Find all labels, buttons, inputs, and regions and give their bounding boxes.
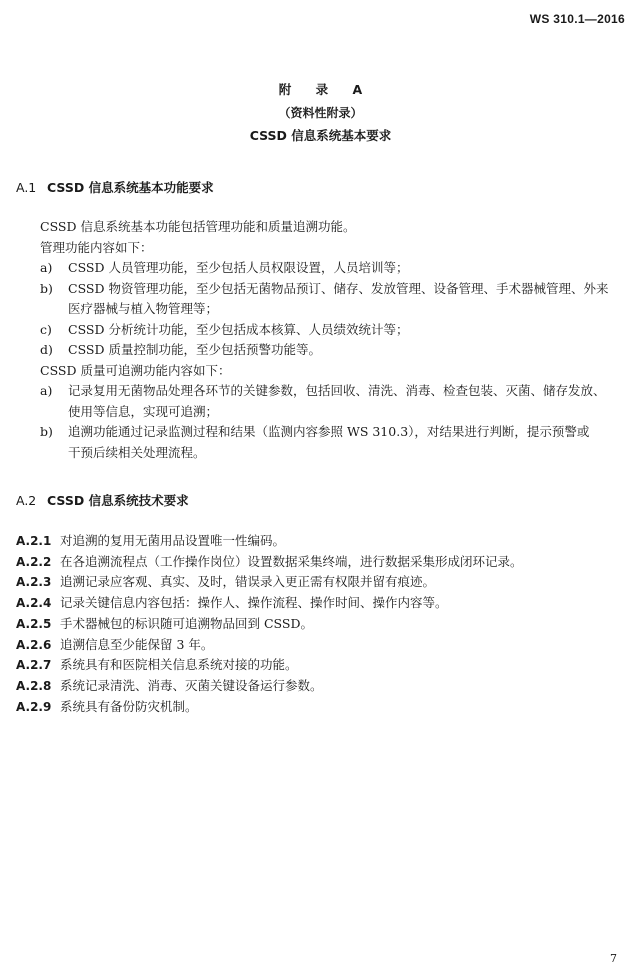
clause: [16, 635, 626, 656]
clause: [16, 676, 626, 697]
clause: [16, 531, 626, 552]
clause-text: 在各追溯流程点（工作操作岗位）设置数据采集终端，进行数据采集形成闭环记录。: [60, 553, 523, 569]
clause-text: 系统记录清洗、消毒、灭菌关键设备运行参数。: [60, 677, 323, 693]
list-item: [40, 279, 630, 320]
clause: [16, 614, 626, 635]
section-a1-heading: [16, 178, 214, 196]
list-item: [40, 381, 630, 422]
list-marker: b): [40, 280, 53, 296]
management-lead: 管理功能内容如下：: [40, 239, 153, 255]
standard-code: WS 310.1—2016: [529, 12, 625, 26]
list-item-text: 干预后续相关处理流程。: [68, 444, 206, 460]
section-a1-body: [40, 217, 630, 463]
list-marker: a): [40, 383, 53, 398]
list-item: [40, 422, 630, 463]
appendix-nature: （资料性附录）: [278, 106, 363, 120]
clause-number: A.2.9: [16, 699, 52, 714]
clause: [16, 593, 626, 614]
clause-text: 对追溯的复用无菌用品设置唯一性编码。: [60, 533, 286, 548]
clause: [16, 697, 626, 718]
clause-number: A.2.7: [16, 658, 52, 673]
list-marker: b): [40, 424, 53, 439]
section-a2-title: CSSD 信息系统技术要求: [47, 493, 189, 508]
list-item-text: CSSD 质量控制功能，至少包括预警功能等。: [68, 342, 321, 357]
clause: [16, 572, 626, 593]
section-a2-clauses: [16, 531, 626, 717]
clause-number: A.2.6: [16, 637, 52, 652]
clause-number: A.2.2: [16, 554, 52, 569]
clause-number: A.2.5: [16, 616, 52, 631]
clause-number: A.2.4: [16, 596, 52, 611]
clause: [16, 655, 626, 676]
list-item-text: CSSD 物资管理功能，至少包括无菌物品预订、储存、发放管理、设备管理、手术器械管理、外来: [68, 280, 609, 296]
clause-text: 追溯记录应客观、真实、及时，错误录入更正需有权限并留有痕迹。: [60, 574, 436, 590]
section-a2-number: A.2: [16, 493, 37, 508]
clause-text: 手术器械包的标识随可追溯物品回到 CSSD。: [60, 615, 313, 631]
section-a1-title: CSSD 信息系统基本功能要求: [47, 180, 214, 195]
appendix-title: CSSD 信息系统基本要求: [249, 128, 392, 143]
clause: [16, 552, 626, 573]
list-item-text: CSSD 人员管理功能，至少包括人员权限设置，人员培训等；: [68, 260, 409, 275]
clause-number: A.2.3: [16, 575, 52, 590]
appendix-heading: [0, 80, 641, 146]
list-item-text: 追溯功能通过记录监测过程和结果（监测内容参照 WS 310.3），对结果进行判断，提示预警或: [68, 424, 590, 439]
list-marker: a): [40, 260, 53, 275]
clause-text: 系统具有和医院相关信息系统对接的功能。: [60, 657, 298, 673]
clause-number: A.2.1: [16, 534, 52, 548]
list-item-text: CSSD 分析统计功能，至少包括成本核算、人员绩效统计等；: [68, 321, 409, 337]
list-marker: c): [40, 321, 52, 337]
clause-number: A.2.8: [16, 678, 52, 693]
section-a2-heading: [16, 491, 189, 509]
clause-text: 记录关键信息内容包括：操作人、操作流程、操作时间、操作内容等。: [60, 595, 448, 611]
page-number: 7: [610, 952, 617, 965]
clause-text: 系统具有备份防灾机制。: [60, 698, 198, 714]
appendix-label: 附 录 A: [278, 82, 373, 97]
intro-paragraph: CSSD 信息系统基本功能包括管理功能和质量追溯功能。: [40, 219, 356, 234]
section-a1-number: A.1: [16, 180, 37, 195]
trace-lead: CSSD 质量可追溯功能内容如下：: [40, 362, 231, 378]
list-item: [40, 340, 630, 361]
list-marker: d): [40, 342, 53, 357]
list-item-text: 医疗器械与植入物管理等；: [68, 301, 219, 316]
list-item-text: 记录复用无菌物品处理各环节的关键参数，包括回收、清洗、消毒、检查包装、灭菌、储存发放、: [68, 383, 606, 398]
list-item: [40, 258, 630, 279]
clause-text: 追溯信息至少能保留 3 年。: [60, 636, 214, 652]
list-item-text: 使用等信息，实现可追溯；: [68, 403, 219, 419]
list-item: [40, 320, 630, 341]
